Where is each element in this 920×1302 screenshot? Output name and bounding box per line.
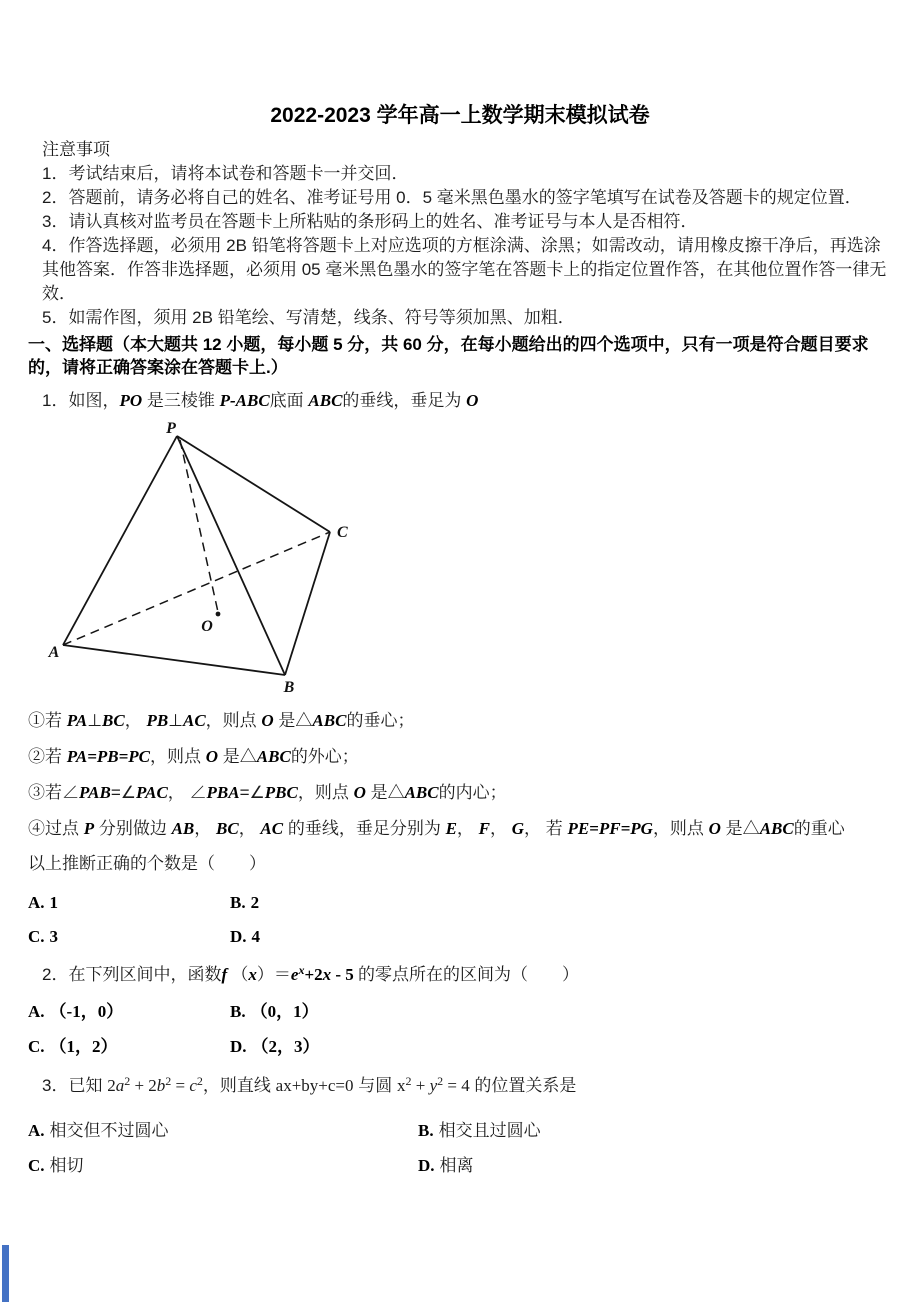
q3-option-c bbox=[28, 1156, 418, 1176]
option-label: B. bbox=[230, 1002, 246, 1021]
option-label: A. bbox=[28, 893, 45, 912]
option-text: （1，2） bbox=[49, 1037, 118, 1056]
notice-item-1: 1．考试结束后，请将本试卷和答题卡一并交回． bbox=[42, 164, 409, 183]
q1-figure bbox=[40, 420, 385, 712]
q1-statement-4: ④过点 P 分别做边 AB， BC， AC 的垂线，垂足分别为 E， F， G， 若 PE=PF=PG，则点 O 是△ABC的重心 bbox=[28, 819, 845, 838]
q1-statement-3: ③若∠PAB=∠PAC， ∠PBA=∠PBC，则点 O 是△ABC的内心； bbox=[28, 783, 507, 802]
option-text: （-1，0） bbox=[49, 1002, 124, 1021]
q1-options-row-2 bbox=[28, 927, 260, 947]
option-text: 2 bbox=[250, 893, 260, 912]
option-text: 3 bbox=[49, 927, 59, 946]
option-label: D. bbox=[230, 927, 247, 946]
option-text: 相交且过圆心 bbox=[438, 1121, 541, 1140]
option-label: B. bbox=[230, 893, 246, 912]
section-one-heading: 一、选择题（本大题共 12 小题，每小题 5 分，共 60 分，在每小题给出的四个选项中，只有一项是符合题目要求的，请将正确答案涂在答题卡上.） bbox=[28, 335, 869, 377]
q1-option-b bbox=[230, 893, 259, 913]
notice-item-4: 4．作答选择题，必须用 2B 铅笔将答题卡上对应选项的方框涂满、涂黑；如需改动，请用橡皮擦干净后，再选涂其他答案．作答非选择题，必须用 05 毫米黑色墨水的签字笔在答题卡上的指定位置作答，在其他位置作答一律无效． bbox=[42, 236, 887, 303]
notice-heading: 注意事项 bbox=[42, 140, 110, 159]
edge-PC bbox=[177, 436, 330, 532]
option-text: 相切 bbox=[49, 1156, 84, 1175]
option-label: D. bbox=[418, 1156, 435, 1175]
notice-item-3: 3．请认真核对监考员在答题卡上所粘贴的条形码上的姓名、准考证号与本人是否相符． bbox=[42, 212, 698, 231]
vertex-label-P: P bbox=[166, 420, 176, 437]
option-text: 4 bbox=[251, 927, 261, 946]
q2-option-a bbox=[28, 1002, 230, 1022]
option-text: （2，3） bbox=[251, 1037, 320, 1056]
q2-option-b bbox=[230, 1002, 319, 1022]
notice-section bbox=[42, 138, 888, 330]
option-label: A. bbox=[28, 1002, 45, 1021]
option-label: B. bbox=[418, 1121, 434, 1140]
q1-option-a bbox=[28, 893, 230, 913]
q1-statement-1: ①若 PA⊥BC， PB⊥AC，则点 O 是△ABC的垂心； bbox=[28, 711, 415, 730]
option-label: D. bbox=[230, 1037, 247, 1056]
vertex-label-C: C bbox=[337, 524, 348, 541]
vertex-label-A: A bbox=[48, 644, 60, 661]
option-text: 相交但不过圆心 bbox=[49, 1121, 169, 1140]
q3-option-b bbox=[418, 1121, 541, 1141]
q3-stem: 3．已知 $2a^2 + 2b^2 = c^2$，则直线 ax+by+c=0 与圆 $x^2 + y^2 = 4$ 的位置关系是 bbox=[42, 1074, 577, 1095]
point-label-O: O bbox=[201, 618, 213, 635]
edge-PA bbox=[63, 436, 177, 645]
q3-options-row-1 bbox=[28, 1121, 541, 1141]
page-title: 2022-2023 学年高一上数学期末模拟试卷 bbox=[270, 104, 650, 127]
edge-BC bbox=[285, 532, 330, 675]
q3-option-d bbox=[418, 1156, 474, 1176]
q2-options-row-2 bbox=[28, 1037, 320, 1057]
option-label: C. bbox=[28, 1156, 45, 1175]
q3-options-row-2 bbox=[28, 1156, 474, 1176]
q2-options-row-1 bbox=[28, 1002, 319, 1022]
q2-option-d bbox=[230, 1037, 320, 1057]
q1-option-d bbox=[230, 927, 260, 947]
option-text: 相离 bbox=[439, 1156, 474, 1175]
point-O-dot bbox=[216, 612, 221, 617]
segment-PO-dashed bbox=[180, 440, 218, 612]
q2-stem: 2．在下列区间中，函数f $(x)=e^x+2x - 5$ 的零点所在的区间为（ ） bbox=[42, 963, 580, 984]
notice-item-2: 2．答题前，请务必将自己的姓名、准考证号用 0．5 毫米黑色墨水的签字笔填写在试卷及答题卡的规定位置． bbox=[42, 188, 862, 207]
tetrahedron-diagram bbox=[40, 420, 385, 712]
q1-option-c bbox=[28, 927, 230, 947]
q1-conclusion: 以上推断正确的个数是（ ） bbox=[28, 854, 266, 873]
edge-PB bbox=[177, 436, 285, 675]
option-label: C. bbox=[28, 927, 45, 946]
vertex-label-B: B bbox=[283, 679, 295, 696]
notice-item-5: 5．如需作图，须用 2B 铅笔绘、写清楚，线条、符号等须加黑、加粗． bbox=[42, 308, 575, 327]
page-edge-marker bbox=[2, 1245, 9, 1302]
option-label: C. bbox=[28, 1037, 45, 1056]
option-text: （0，1） bbox=[250, 1002, 319, 1021]
q1-options-row-1 bbox=[28, 893, 259, 913]
q1-statement-2: ②若 PA=PB=PC，则点 O 是△ABC的外心； bbox=[28, 747, 359, 766]
option-label: A. bbox=[28, 1121, 45, 1140]
q1-stem: 1．如图，PO 是三棱锥 P-ABC底面 ABC的垂线，垂足为 O bbox=[42, 391, 479, 410]
q2-option-c bbox=[28, 1037, 230, 1057]
option-text: 1 bbox=[49, 893, 59, 912]
edge-AB bbox=[63, 645, 285, 675]
q3-option-a bbox=[28, 1121, 418, 1141]
edge-AC-dashed bbox=[63, 532, 330, 645]
